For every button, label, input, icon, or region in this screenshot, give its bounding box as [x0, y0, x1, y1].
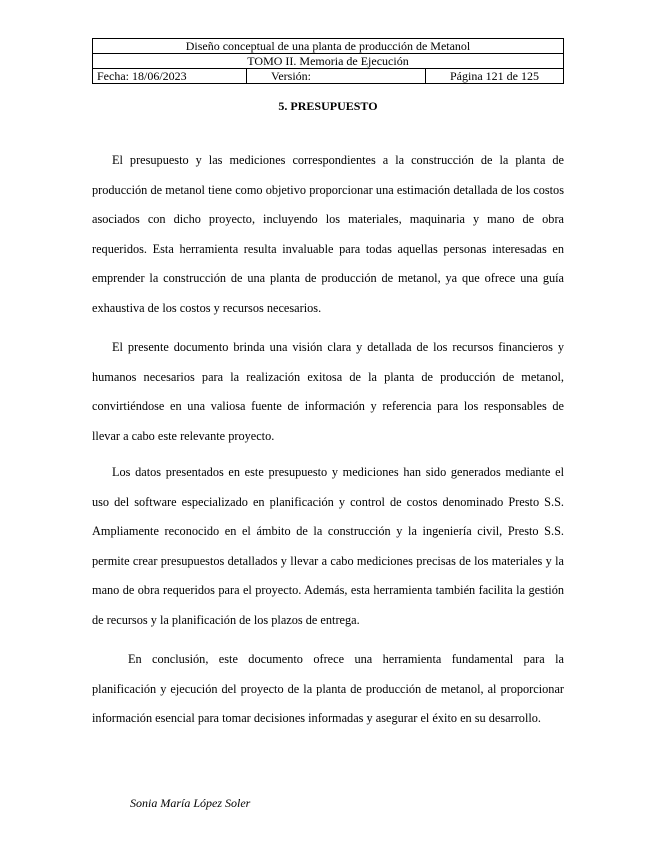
header-meta-row — [93, 69, 564, 84]
document-header-table — [92, 38, 564, 84]
document-subtitle: TOMO II. Memoria de Ejecución — [93, 54, 564, 69]
document-date: Fecha: 18/06/2023 — [93, 69, 247, 84]
section-heading: 5. PRESUPUESTO — [278, 99, 378, 113]
document-title: Diseño conceptual de una planta de producción de Metanol — [93, 39, 564, 54]
paragraph-resources: El presente documento brinda una visión clara y detallada de los recursos financieros y humanos necesarios para la realización exitosa de la planta de producción de metanol, convirtiéndose en una valiosa fuente de información y referencia para los responsables de llevar a cabo este relevante proyecto. — [92, 340, 564, 443]
header-title-row — [93, 39, 564, 54]
paragraph-conclusion: En conclusión, este documento ofrece una herramienta fundamental para la planificación y ejecución del proyecto de la planta de producción de metanol, al proporcionar información esencial para tomar decisiones informadas y asegurar el éxito en su desarrollo. — [92, 652, 564, 725]
page-number: Página 121 de 125 — [426, 69, 564, 84]
paragraph-intro: El presupuesto y las mediciones correspondientes a la construcción de la planta de producción de metanol tiene como objetivo proporcionar una estimación detallada de los costos asociados con dicho proyecto, incluyendo los materiales, maquinaria y mano de obra requeridos. Esta herramienta resulta invaluable para todas aquellas personas interesadas en emprender la construcción de una planta de producción de metanol, ya que ofrece una guía exhaustiva de los costos y recursos necesarios. — [92, 153, 564, 315]
header-subtitle-row — [93, 54, 564, 69]
document-version: Versión: — [247, 69, 426, 84]
paragraph-software: Los datos presentados en este presupuesto y mediciones han sido generados mediante el uso del software especializado en planificación y control de costos denominado Presto S.S. Ampliamente reconocido en el ámbito de la construcción y la ingeniería civil, Presto S.S. permite crear presupuestos detallados y llevar a cabo mediciones precisas de los materiales y la mano de obra requeridos para el proyecto. Además, esta herramienta también facilita la gestión de recursos y la planificación de los plazos de entrega. — [92, 465, 564, 627]
author-signature: Sonia María López Soler — [130, 796, 251, 810]
